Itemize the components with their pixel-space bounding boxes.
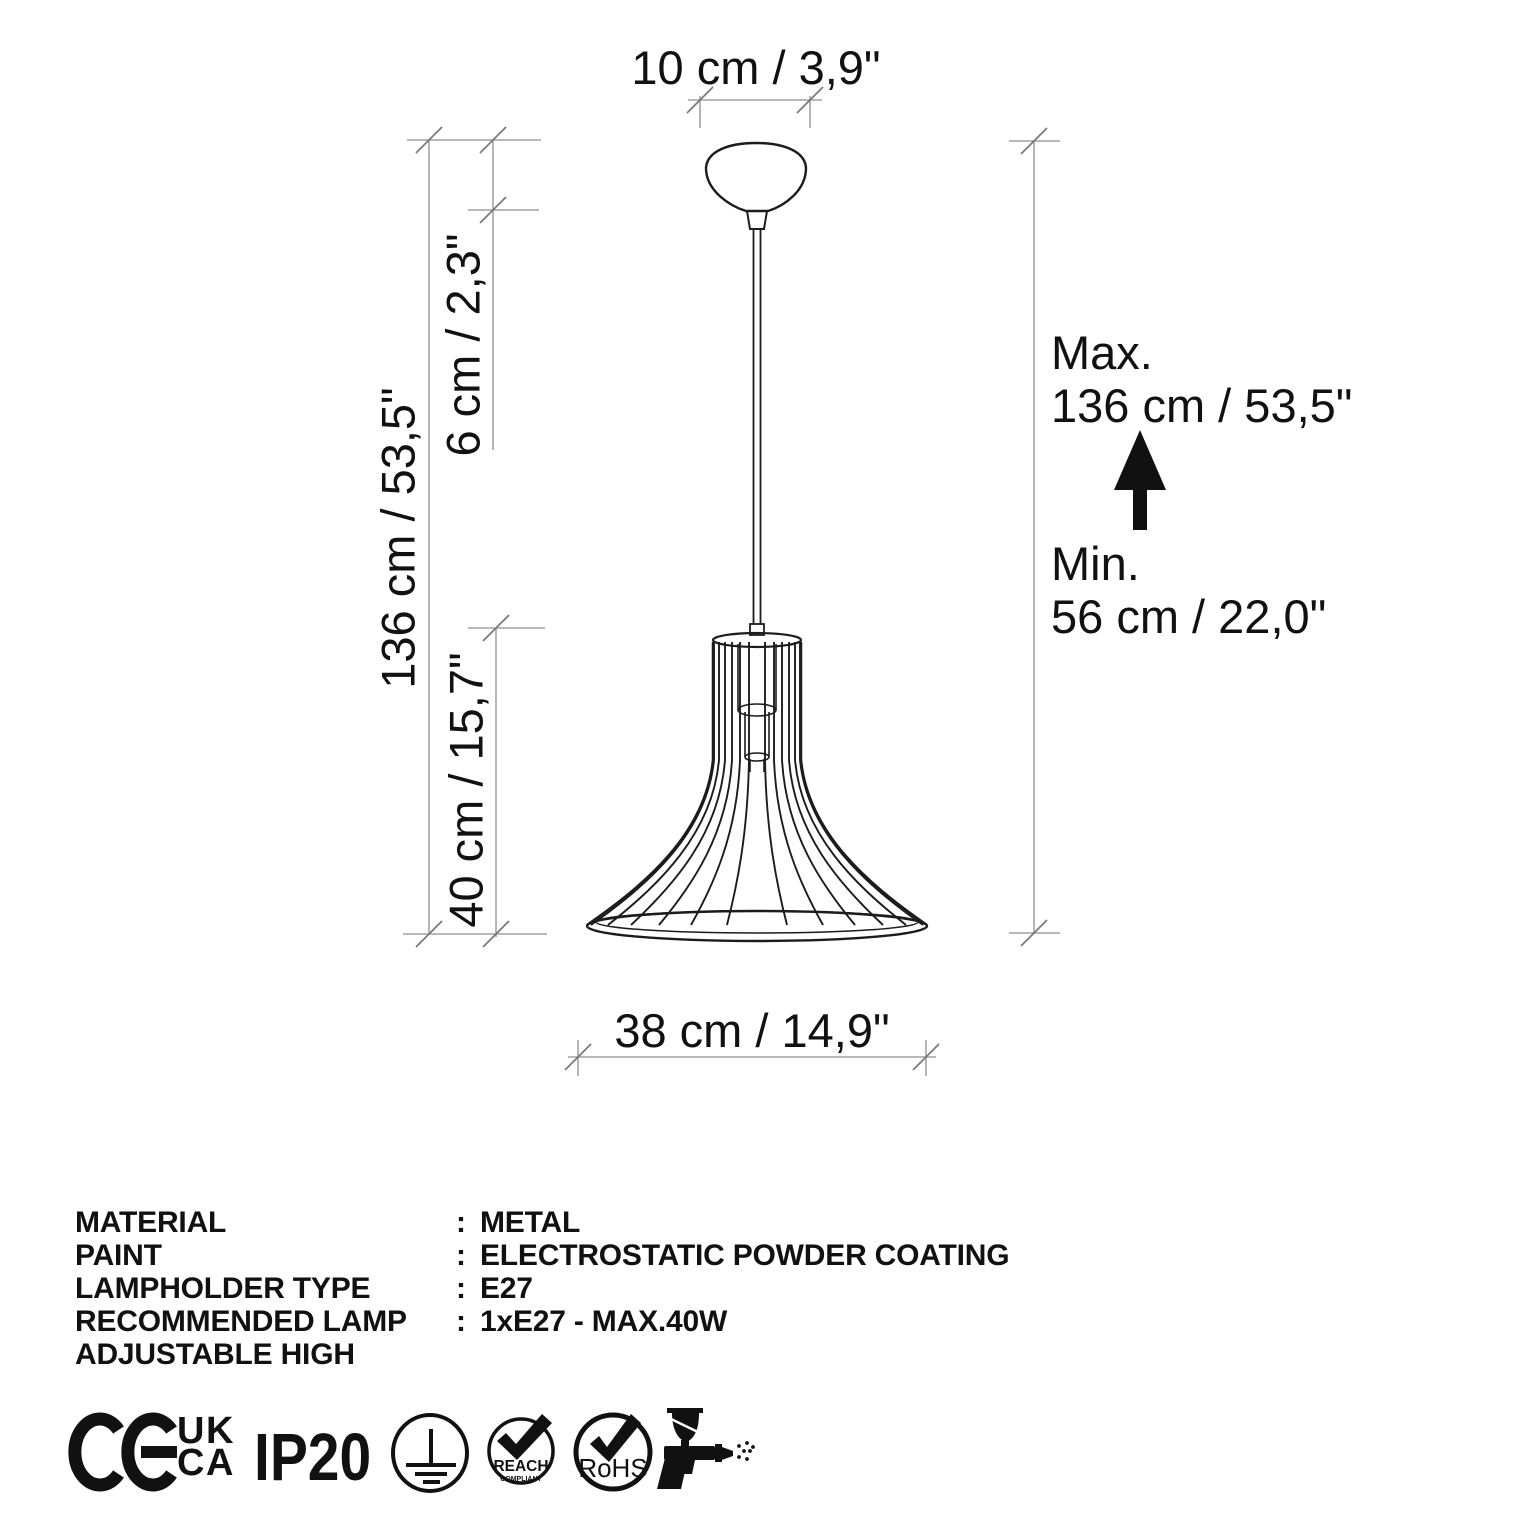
rohs-compliant-icon xyxy=(576,1414,650,1489)
canopy-drawing xyxy=(706,143,806,229)
spec-row-recommended-lamp xyxy=(75,1305,1009,1338)
ukca-mark-icon xyxy=(177,1410,235,1484)
spec-value: 1xE27 - MAX.40W xyxy=(480,1305,728,1338)
spec-value: ELECTROSTATIC POWDER COATING xyxy=(480,1239,1010,1272)
reach-sub-label: COMPLIANT xyxy=(500,1476,542,1483)
spec-separator: : xyxy=(456,1206,466,1239)
min-label: Min. xyxy=(1051,537,1140,590)
ground-protection-icon xyxy=(393,1415,467,1491)
spec-separator: : xyxy=(456,1239,466,1272)
spec-row-lampholder xyxy=(75,1272,1009,1305)
max-label: Max. xyxy=(1051,326,1153,379)
spec-table xyxy=(75,1206,1009,1371)
spec-value: METAL xyxy=(480,1206,581,1239)
ce-mark-icon xyxy=(75,1419,177,1485)
reach-compliant-icon xyxy=(489,1414,553,1483)
dimension-ticks xyxy=(416,87,1047,1070)
total-height-label: 136 cm / 53,5" xyxy=(371,387,425,689)
spec-label: MATERIAL xyxy=(75,1206,227,1239)
spec-separator: : xyxy=(456,1272,466,1305)
min-height-value: 56 cm / 22,0" xyxy=(1051,590,1327,643)
canopy-height-label: 6 cm / 2,3" xyxy=(436,233,490,457)
spec-row-adjustable xyxy=(75,1338,1009,1371)
spec-value: E27 xyxy=(480,1272,533,1305)
shade-width-label: 38 cm / 14,9" xyxy=(614,1004,890,1057)
spec-label: LAMPHOLDER TYPE xyxy=(75,1272,371,1305)
spec-label: PAINT xyxy=(75,1239,162,1272)
spec-label: ADJUSTABLE HIGH xyxy=(75,1338,355,1371)
spec-separator xyxy=(456,1338,480,1371)
spec-label: RECOMMENDED LAMP xyxy=(75,1305,407,1338)
shade-height-label: 40 cm / 15,7" xyxy=(439,652,493,928)
canopy-width-label: 10 cm / 3,9" xyxy=(631,41,881,94)
ukca-line2: CA xyxy=(177,1442,235,1484)
spec-row-paint xyxy=(75,1239,1009,1272)
adjustable-height-arrow-icon xyxy=(1114,430,1166,530)
rohs-label: RoHS xyxy=(578,1453,648,1483)
ukca-line1: UK xyxy=(177,1410,235,1452)
reach-label: REACH xyxy=(493,1458,549,1475)
spec-row-material xyxy=(75,1206,1009,1239)
spec-separator: : xyxy=(456,1305,466,1338)
cage-shade-drawing xyxy=(587,633,927,941)
cord-drawing xyxy=(750,229,764,635)
max-height-value: 136 cm / 53,5" xyxy=(1051,379,1353,432)
ip-rating-label: IP20 xyxy=(254,1420,372,1495)
